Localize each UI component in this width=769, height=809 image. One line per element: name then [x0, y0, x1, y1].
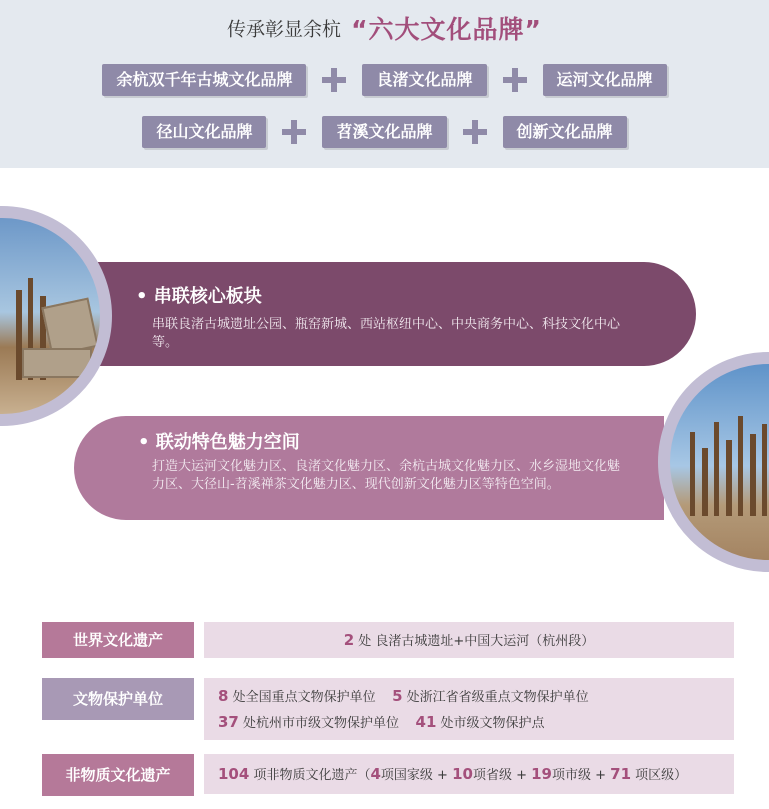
count-number: 2 [343, 631, 355, 649]
brand-tag-innovation: 创新文化品牌 [503, 116, 627, 148]
band-core-blocks [98, 262, 696, 366]
brand-row-2 [0, 116, 769, 148]
plus-icon [503, 68, 527, 92]
title-highlight: “六大文化品牌” [351, 15, 542, 44]
count-number: 5 [392, 687, 403, 705]
photo-circle-left [0, 206, 112, 426]
count-number: 41 [415, 713, 437, 731]
count-text: 处全国重点文物保护单位 [228, 690, 376, 705]
band-body: 打造大运河文化魅力区、良渚文化魅力区、余杭古城文化魅力区、水乡湿地文化魅力区、大径山-苕溪禅茶文化魅力区、现代创新文化魅力区等特色空间。 [152, 459, 621, 492]
brand-row-1 [0, 64, 769, 96]
value-relic-protection [204, 678, 734, 740]
photo-circle-right [658, 352, 769, 572]
count-number: 8 [218, 687, 229, 705]
value-intangible-heritage [204, 754, 734, 794]
plus-icon [282, 120, 306, 144]
band-body: 串联良渚古城遗址公园、瓶窑新城、西站枢纽中心、中央商务中心、科技文化中心等。 [152, 317, 621, 350]
count-text: 项区级） [631, 768, 688, 783]
count-text: 项非物质文化遗产（ [249, 768, 371, 783]
count-number: 19 [531, 765, 552, 783]
intangible-line [218, 765, 688, 783]
count-number: 10 [452, 765, 473, 783]
count-text: 处浙江省省级重点文物保护单位 [402, 690, 589, 705]
count-text: 项省级 + [472, 768, 532, 783]
plus-icon [463, 120, 487, 144]
banner-title [0, 10, 769, 46]
brand-banner [0, 0, 769, 168]
band-heading: • 串联核心板块 [136, 286, 262, 307]
label-world-heritage: 世界文化遗产 [42, 622, 194, 658]
count-number: 37 [218, 713, 239, 731]
brand-tag-canal: 运河文化品牌 [543, 64, 667, 96]
brand-tag-yuhang-ancient-city: 余杭双千年古城文化品牌 [102, 64, 306, 96]
value-world-heritage [204, 622, 734, 658]
brand-tag-tiaoxi: 苕溪文化品牌 [322, 116, 446, 148]
count-text: 处市级文物保护点 [436, 716, 545, 731]
brand-tag-jingshan: 径山文化品牌 [142, 116, 266, 148]
count-number: 104 [218, 765, 250, 783]
brand-tag-liangzhu: 良渚文化品牌 [362, 64, 486, 96]
band-charm-spaces [74, 416, 664, 520]
band-heading: • 联动特色魅力空间 [138, 432, 300, 453]
label-intangible-heritage: 非物质文化遗产 [42, 754, 194, 796]
label-relic-protection: 文物保护单位 [42, 678, 194, 720]
title-prefix: 传承彰显余杭 [227, 18, 342, 41]
count-text: 处杭州市市级文物保护单位 [238, 716, 400, 731]
relic-line-1 [218, 684, 734, 710]
count-text: 项市级 + [551, 768, 611, 783]
plus-icon [322, 68, 346, 92]
count-number: 71 [610, 765, 632, 783]
relic-line-2 [218, 710, 734, 736]
count-text: 项国家级 + [380, 768, 453, 783]
count-text: 处 良渚古城遗址+中国大运河（杭州段） [354, 634, 595, 649]
count-number: 4 [370, 765, 381, 783]
